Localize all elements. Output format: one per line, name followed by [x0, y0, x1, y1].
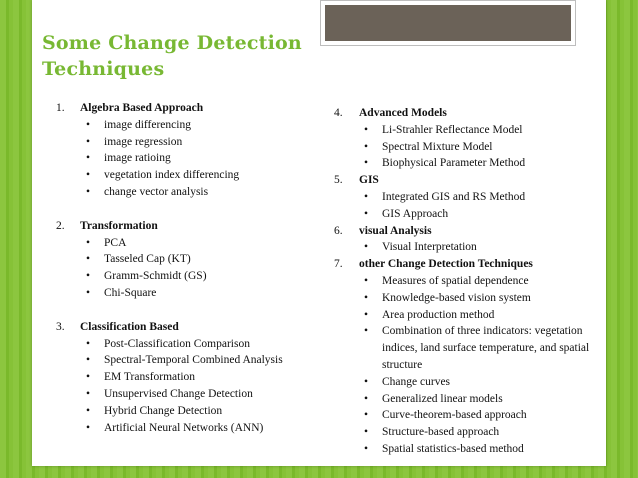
technique-label: image differencing — [104, 118, 191, 131]
technique-item — [56, 235, 326, 252]
bullet-icon: • — [86, 286, 91, 299]
technique-item — [56, 285, 326, 302]
bullet-icon: • — [86, 169, 91, 182]
section-title: visual Analysis — [359, 224, 432, 237]
technique-label: Generalized linear models — [382, 392, 503, 405]
section-number: 7. — [334, 258, 343, 271]
section-title: GIS — [359, 174, 379, 187]
technique-section — [56, 319, 326, 437]
technique-item — [56, 117, 326, 134]
bullet-icon: • — [86, 152, 91, 165]
section-title: Advanced Models — [359, 107, 447, 119]
technique-label: Artificial Neural Networks (ANN) — [104, 421, 264, 434]
technique-label: change vector analysis — [104, 185, 209, 198]
technique-item — [56, 369, 326, 386]
section-number: 6. — [334, 224, 343, 237]
bullet-icon: • — [364, 190, 369, 203]
bullet-icon: • — [86, 337, 91, 350]
section-heading — [56, 218, 326, 235]
technique-item — [334, 139, 604, 156]
technique-label: Spectral Mixture Model — [382, 140, 493, 153]
section-heading — [334, 172, 604, 189]
technique-section — [334, 172, 604, 222]
section-title: other Change Detection Techniques — [359, 258, 533, 271]
bullet-icon: • — [86, 387, 91, 400]
bullet-icon: • — [86, 236, 91, 249]
bullet-icon: • — [364, 291, 369, 304]
technique-list — [334, 189, 604, 223]
technique-item — [334, 407, 604, 424]
bullet-icon: • — [364, 375, 369, 388]
bullet-icon: • — [86, 118, 91, 131]
bullet-icon: • — [364, 308, 369, 321]
technique-label: vegetation index differencing — [104, 169, 240, 182]
section-spacer — [56, 201, 326, 218]
bullet-icon: • — [364, 123, 369, 136]
technique-list — [56, 117, 326, 201]
bullet-icon: • — [86, 371, 91, 384]
technique-label: Chi-Square — [104, 286, 157, 299]
section-number: 2. — [56, 219, 65, 232]
technique-item — [56, 251, 326, 268]
section-heading — [334, 223, 604, 240]
technique-section — [56, 218, 326, 302]
technique-item — [334, 441, 604, 458]
technique-item — [56, 150, 326, 167]
bullet-icon: • — [86, 270, 91, 283]
technique-label: image regression — [104, 135, 183, 148]
technique-item — [334, 374, 604, 391]
technique-item — [334, 290, 604, 307]
technique-label: Change curves — [382, 375, 451, 388]
technique-label: Hybrid Change Detection — [104, 404, 223, 417]
technique-section — [334, 256, 604, 458]
technique-label: Gramm-Schmidt (GS) — [104, 270, 207, 283]
technique-label: EM Transformation — [104, 371, 196, 384]
technique-label: GIS Approach — [382, 207, 449, 220]
technique-label: Post-Classification Comparison — [104, 337, 250, 350]
right-column — [334, 105, 604, 458]
bullet-icon: • — [86, 354, 91, 367]
technique-label: Curve-theorem-based approach — [382, 409, 527, 422]
section-title: Classification Based — [80, 320, 179, 333]
header-image — [325, 5, 571, 41]
bullet-icon: • — [364, 157, 369, 170]
technique-label: Combination of three indicators: vegetation indices, land surface temperature, and spatial structure — [382, 325, 590, 371]
technique-item — [56, 268, 326, 285]
technique-section — [334, 223, 604, 257]
technique-label: Biophysical Parameter Method — [382, 157, 526, 170]
technique-item — [56, 386, 326, 403]
technique-item — [334, 155, 604, 172]
technique-item — [56, 134, 326, 151]
section-spacer — [56, 302, 326, 319]
technique-item — [334, 307, 604, 324]
header-image-frame — [320, 0, 576, 46]
technique-item — [56, 336, 326, 353]
technique-list — [334, 273, 604, 458]
bullet-icon: • — [364, 207, 369, 220]
technique-item — [334, 323, 604, 373]
bullet-icon: • — [364, 241, 369, 254]
technique-label: PCA — [104, 236, 127, 249]
bullet-icon: • — [364, 325, 369, 338]
technique-label: Li-Strahler Reflectance Model — [382, 123, 523, 136]
technique-item — [56, 420, 326, 437]
bullet-icon: • — [364, 442, 369, 455]
technique-list — [56, 336, 326, 437]
technique-item — [334, 424, 604, 441]
section-heading — [56, 100, 326, 117]
bullet-icon: • — [364, 409, 369, 422]
section-number: 3. — [56, 320, 65, 333]
bullet-icon: • — [86, 135, 91, 148]
technique-label: image ratioing — [104, 152, 171, 165]
technique-list — [56, 235, 326, 302]
bullet-icon: • — [86, 421, 91, 434]
technique-section — [334, 105, 604, 172]
bullet-icon: • — [86, 404, 91, 417]
technique-item — [334, 122, 604, 139]
bullet-icon: • — [86, 253, 91, 266]
slide-title: Some Change Detection Techniques — [42, 32, 302, 80]
technique-item — [56, 167, 326, 184]
technique-label: Spectral-Temporal Combined Analysis — [104, 354, 283, 367]
technique-list — [334, 239, 604, 256]
bullet-icon: • — [364, 392, 369, 405]
technique-item — [56, 184, 326, 201]
technique-item — [334, 239, 604, 256]
technique-label: Integrated GIS and RS Method — [382, 190, 526, 203]
technique-label: Tasseled Cap (KT) — [104, 253, 191, 266]
technique-section — [56, 100, 326, 201]
technique-label: Knowledge-based vision system — [382, 291, 531, 304]
left-column — [56, 100, 326, 436]
technique-label: Visual Interpretation — [382, 241, 477, 254]
technique-label: Unsupervised Change Detection — [104, 387, 253, 400]
section-number: 1. — [56, 102, 65, 114]
technique-item — [334, 189, 604, 206]
section-number: 4. — [334, 107, 343, 119]
section-title: Algebra Based Approach — [80, 102, 204, 114]
bullet-icon: • — [86, 185, 91, 198]
section-heading — [56, 319, 326, 336]
technique-item — [56, 403, 326, 420]
bullet-icon: • — [364, 274, 369, 287]
bullet-icon: • — [364, 140, 369, 153]
section-heading — [334, 256, 604, 273]
bullet-icon: • — [364, 426, 369, 439]
technique-label: Area production method — [382, 308, 495, 321]
technique-item — [334, 273, 604, 290]
section-title: Transformation — [80, 219, 158, 232]
technique-item — [56, 352, 326, 369]
technique-label: Spatial statistics-based method — [382, 442, 524, 455]
section-number: 5. — [334, 174, 343, 187]
technique-label: Structure-based approach — [382, 426, 500, 439]
technique-label: Measures of spatial dependence — [382, 274, 529, 287]
technique-item — [334, 206, 604, 223]
section-heading — [334, 105, 604, 122]
technique-list — [334, 122, 604, 172]
technique-item — [334, 391, 604, 408]
